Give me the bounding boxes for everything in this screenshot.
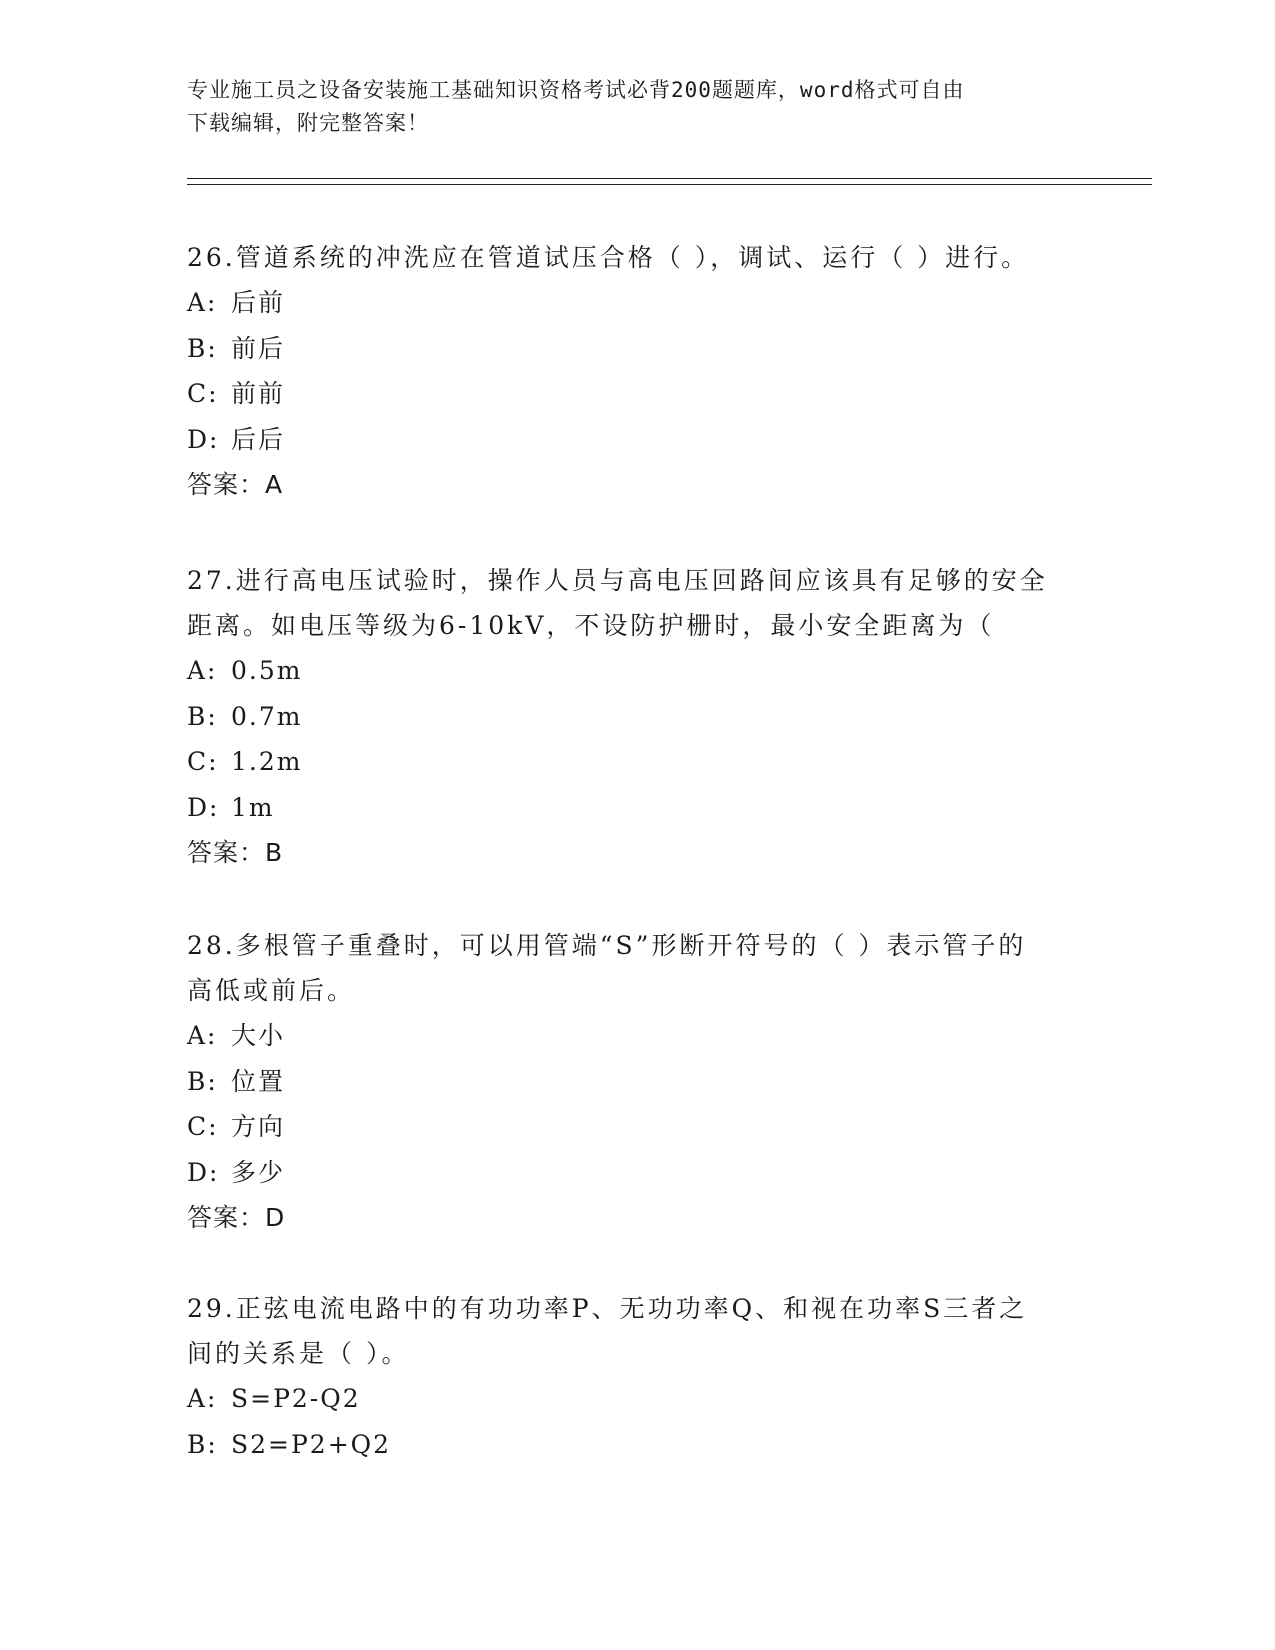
option-b: [187, 1059, 1107, 1105]
option-b: [187, 694, 1107, 740]
option-letter: B:: [187, 701, 218, 731]
question-27: [187, 558, 1107, 875]
option-text: 位置: [231, 1066, 286, 1096]
option-text: 方向: [231, 1112, 286, 1141]
option-a: [187, 648, 1107, 694]
question-text-line-1: 27.进行高电压试验时，操作人员与高电压回路间应该具有足够的安全: [187, 566, 1048, 595]
option-c: [187, 739, 1107, 785]
question-text-line-2: 间的关系是（ ）。: [187, 1339, 410, 1368]
option-a: [187, 280, 1107, 326]
option-letter: A:: [187, 656, 218, 685]
question-text-line-2: 距离。如电压等级为6-10kV，不设防护栅时，最小安全距离为（: [187, 611, 995, 640]
document-header: [187, 74, 1087, 140]
option-text: 0.7m: [231, 701, 303, 731]
option-text: 前后: [231, 333, 286, 363]
option-letter: C:: [187, 747, 219, 776]
question-29: [187, 1286, 1107, 1467]
option-b: [187, 1422, 1107, 1468]
option-a: [187, 1376, 1107, 1422]
option-text: S2=P2+Q2: [231, 1429, 392, 1459]
answer-line: 答案：A: [187, 470, 284, 499]
option-letter: B:: [187, 1429, 218, 1459]
question-text-line-1: 28.多根管子重叠时，可以用管端“S”形断开符号的（ ）表示管子的: [187, 931, 1027, 960]
option-letter: C:: [187, 1112, 219, 1141]
option-text: 多少: [231, 1157, 286, 1187]
question-text-line-1: 29.正弦电流电路中的有功功率P、无功功率Q、和视在功率S三者之: [187, 1294, 1028, 1323]
question-text-line-2: 高低或前后。: [187, 976, 356, 1005]
option-letter: B:: [187, 333, 218, 363]
question-26: [187, 235, 1107, 507]
option-text: 1m: [231, 792, 275, 822]
header-divider-bottom: [187, 184, 1152, 185]
option-text: 后后: [231, 424, 286, 454]
option-d: [187, 417, 1107, 463]
option-letter: A:: [187, 1384, 218, 1413]
option-b: [187, 326, 1107, 372]
option-letter: D:: [187, 1157, 220, 1187]
option-d: [187, 785, 1107, 831]
option-d: [187, 1150, 1107, 1196]
option-text: 大小: [231, 1021, 286, 1050]
option-letter: A:: [187, 288, 218, 317]
question-text: 26.管道系统的冲洗应在管道试压合格（ ），调试、运行（ ）进行。: [187, 243, 1030, 272]
option-letter: D:: [187, 792, 220, 822]
option-letter: B:: [187, 1066, 218, 1096]
option-text: 前前: [231, 379, 286, 408]
option-text: 0.5m: [231, 656, 303, 685]
option-text: 1.2m: [231, 747, 303, 776]
option-letter: C:: [187, 379, 219, 408]
option-letter: D:: [187, 424, 220, 454]
option-text: S=P2-Q2: [231, 1384, 361, 1413]
header-divider-top: [187, 178, 1152, 179]
header-line-2: 下载编辑，附完整答案！: [187, 111, 429, 135]
option-c: [187, 371, 1107, 417]
option-text: 后前: [231, 288, 286, 317]
answer-line: 答案：B: [187, 838, 284, 867]
answer-line: 答案：D: [187, 1203, 286, 1232]
question-28: [187, 923, 1107, 1240]
header-line-1: 专业施工员之设备安装施工基础知识资格考试必背200题题库，word格式可自由: [187, 78, 965, 102]
option-letter: A:: [187, 1021, 218, 1050]
option-c: [187, 1104, 1107, 1150]
option-a: [187, 1013, 1107, 1059]
